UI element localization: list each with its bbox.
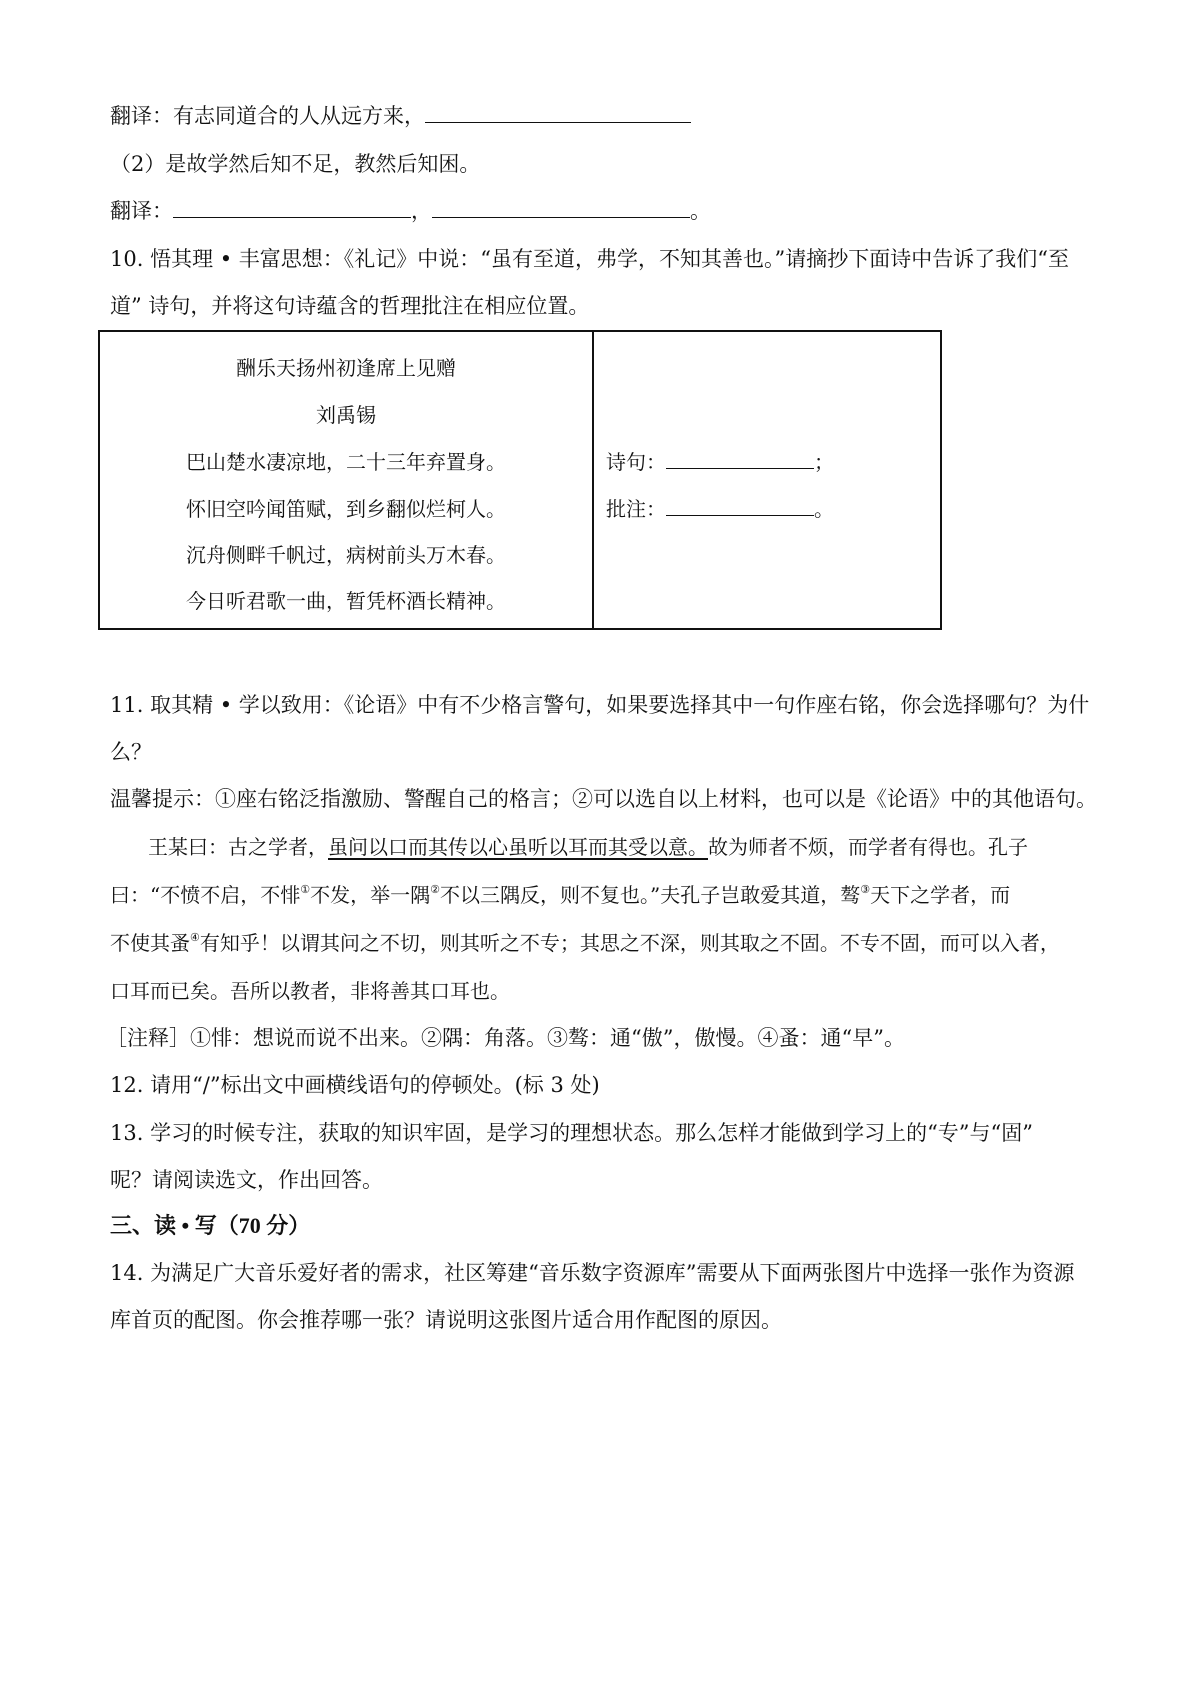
translation-line-1 — [110, 101, 691, 131]
footnote-marker: ① — [300, 883, 311, 896]
passage-text: 天下之学者，而 — [870, 883, 1011, 907]
q12-text: 12. 请用“/”标出文中画横线语句的停顿处。(标 3 处) — [110, 1073, 600, 1097]
verse-label: 诗句： — [606, 450, 666, 474]
question-14-line-1 — [110, 1258, 1075, 1288]
passage-text: 曰：“不愤不启，不悱 — [110, 883, 301, 907]
poem-line-3: 沉舟侧畔千帆过，病树前头万木春。 — [186, 543, 506, 567]
q11-text-1: 11. 取其精 • 学以致用：《论语》中有不少格言警句，如果要选择其中一句作座右铭，你会选择哪句？为什 — [110, 693, 1090, 717]
poem-line-4: 今日听君歌一曲，暂凭杯酒长精神。 — [186, 589, 506, 613]
poem-table — [98, 330, 942, 630]
answer-blank-3[interactable] — [432, 197, 690, 218]
q10-text-2: 道” 诗句，并将这句诗蕴含的哲理批注在相应位置。 — [110, 294, 590, 318]
period: 。 — [814, 497, 834, 521]
passage-line-1 — [148, 832, 1138, 862]
answer-blank-1[interactable] — [425, 102, 691, 123]
note-answer-line — [606, 493, 834, 522]
section-title: 三、读 • 写（70 分） — [110, 1213, 311, 1238]
poem-line-1: 巴山楚水凄凉地，二十三年弃置身。 — [186, 450, 506, 474]
passage-text: 不以三隅反，则不复也。”夫孔子岂敢爱其道，骜 — [439, 883, 861, 907]
question-12 — [110, 1070, 600, 1100]
passage-line-2 — [110, 880, 1100, 910]
passage-text: 不发，举一隅 — [310, 883, 431, 907]
q14-text-2: 库首页的配图。你会推荐哪一张？请说明这张图片适合用作配图的原因。 — [110, 1308, 782, 1332]
underlined-sentence: 虽问以口而其传以心虽听以耳而其受以意。 — [328, 835, 708, 859]
verse-answer-line — [606, 446, 834, 475]
poem-line-2: 怀旧空吟闻笛赋，到乡翻似烂柯人。 — [186, 497, 506, 521]
hint-text: 温馨提示：①座右铭泛指激励、警醒自己的格言；②可以选自以上材料，也可以是《论语》中的其他语句。 — [110, 787, 1097, 811]
passage-line-4 — [110, 976, 1100, 1006]
q11-text-2: 么？ — [110, 740, 152, 764]
passage-text: 王某曰：古之学者， — [148, 835, 328, 859]
footnote-marker: ③ — [860, 883, 871, 896]
question-14-line-2 — [110, 1305, 782, 1335]
period: 。 — [690, 199, 711, 223]
translation-line-2 — [110, 196, 711, 226]
footnote-marker: ④ — [190, 931, 200, 944]
translation-2-label: 翻译： — [110, 199, 173, 223]
question-10-line-1 — [110, 244, 1069, 274]
notes-text: ［注释］①悱：想说而说不出来。②隅：角落。③骜：通“傲”，傲慢。④蚤：通“早”。 — [106, 1026, 905, 1050]
translation-1-text: 翻译：有志同道合的人从远方来， — [110, 104, 425, 128]
q13-text-1: 13. 学习的时候专注，获取的知识牢固，是学习的理想状态。那么怎样才能做到学习上的“专”与“固” — [110, 1121, 1034, 1145]
passage-text: 有知乎！以谓其问之不切，则其听之不专；其思之不深，则其取之不固。不专不固，而可以入者， — [199, 931, 1060, 955]
verse-blank[interactable] — [666, 448, 814, 469]
comma: ， — [411, 199, 432, 223]
section-3-heading — [110, 1211, 310, 1241]
question-13-line-2 — [110, 1165, 383, 1195]
semicolon: ； — [814, 450, 834, 474]
item-2-text: （2）是故学然后知不足，教然后知困。 — [110, 152, 481, 176]
passage-text: 不使其蚤 — [110, 931, 190, 955]
note-blank[interactable] — [666, 495, 814, 516]
question-11-line-2 — [110, 737, 152, 767]
poem-title: 酬乐天扬州初逢席上见赠 — [236, 356, 456, 380]
q14-text-1: 14. 为满足广大音乐爱好者的需求，社区筹建“音乐数字资源库”需要从下面两张图片中选择一张作为资源 — [110, 1261, 1075, 1285]
question-10-line-2 — [110, 291, 589, 321]
passage-text: 故为师者不烦，而学者有得也。孔子 — [708, 835, 1028, 859]
passage-notes — [106, 1023, 905, 1053]
answer-blank-2[interactable] — [173, 197, 411, 218]
note-label: 批注： — [606, 497, 666, 521]
question-9-item-2 — [110, 149, 480, 179]
passage-text: 口耳而已矣。吾所以教者，非将善其口耳也。 — [110, 979, 510, 1003]
answer-cell — [594, 332, 940, 628]
q13-text-2: 呢？请阅读选文，作出回答。 — [110, 1168, 383, 1192]
footnote-marker: ② — [430, 883, 440, 896]
question-11-hint — [110, 784, 1097, 814]
poem-author: 刘禹锡 — [316, 403, 376, 427]
q10-text-1: 10. 悟其理 • 丰富思想：《礼记》中说：“虽有至道，弗学，不知其善也。”请摘抄下面诗中告诉了我们“至 — [110, 247, 1070, 271]
passage-line-3 — [110, 928, 1100, 958]
question-13-line-1 — [110, 1118, 1033, 1148]
question-11-line-1 — [110, 690, 1089, 720]
poem-cell — [100, 332, 594, 628]
